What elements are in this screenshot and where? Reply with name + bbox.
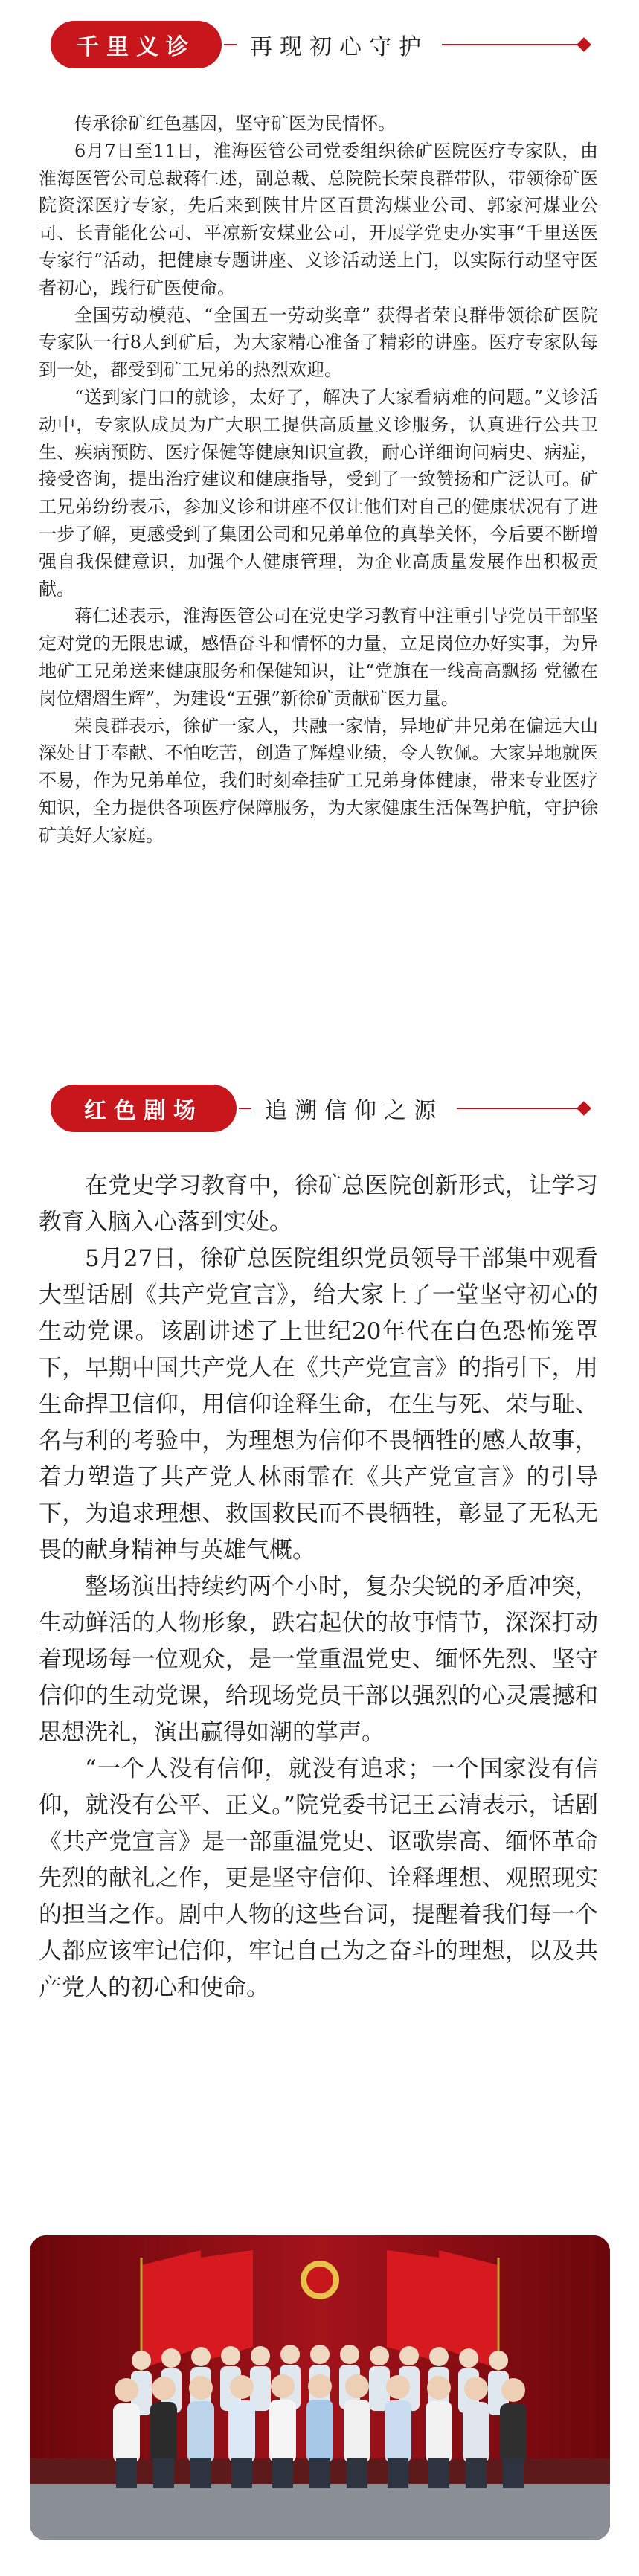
section1-title: 千里义诊 — [51, 21, 222, 68]
section2-paragraph: “一个人没有信仰，就没有追求；一个国家没有信仰，就没有公平、正义。”院党委书记王云清表示，话剧《共产党宣言》是一部重温党史、讴歌崇高、缅怀革命先烈的献礼之作，更是坚守信仰、诠释理想、观照现实的担当之作。剧中人物的这些台词，提醒着我们每一个人都应该牢记信仰，牢记自己为之奋斗的理想，以及共产党人的初心和使命。 — [39, 1756, 598, 2001]
section2-title: 红色剧场 — [51, 1085, 237, 1132]
section2-body — [39, 1168, 598, 2006]
section2-paragraph: 在党史学习教育中，徐矿总医院创新形式，让学习教育入脑入心落到实处。 — [39, 1172, 598, 1236]
section1-body — [39, 110, 598, 849]
group-photo-icon — [30, 2235, 610, 2540]
section1-paragraph: 蒋仁述表示，淮海医管公司在党史学习教育中注重引导党员干部坚定对党的无限忠诚，感悟奋斗和情怀的力量，立足岗位办好实事，为异地矿工兄弟送来健康服务和保健知识，让“党旗在一线高高飘扬 党徽在岗位熠熠生辉”，为建设“五强”新徐矿贡献矿医力量。 — [39, 606, 598, 709]
section1-paragraph: “送到家门口的就诊，太好了，解决了大家看病难的问题。”义诊活动中，专家队成员为广大职工提供高质量义诊服务，认真进行公共卫生、疾病预防、医疗保健等健康知识宣教，耐心详细询问病史、病症，接受咨询，提出治疗建议和健康指导，受到了一致赞扬和广泛认可。矿工兄弟纷纷表示，参加义诊和讲座不仅让他们对自己的健康状况有了进一步了解，更感受到了集团公司和兄弟单位的真挚关怀，今后要不断增强自我保健意识，加强个人健康管理，为企业高质量发展作出积极贡献。 — [39, 386, 598, 600]
header-endcap — [577, 37, 591, 52]
section1-paragraph: 传承徐矿红色基因，坚守矿医为民情怀。 — [74, 113, 396, 134]
section1-subtitle: 再现初心守护 — [237, 21, 442, 68]
section2-paragraph: 5月27日，徐矿总医院组织党员领导干部集中观看大型话剧《共产党宣言》，给大家上了一堂坚守初心的生动党课。该剧讲述了上世纪20年代在白色恐怖笼罩下，早期中国共产党人在《共产党宣言》的指引下，用生命捍卫信仰，用信仰诠释生命，在生与死、荣与耻、名与利的考验中，为理想为信仰不畏牺牲的感人故事，着力塑造了共产党人林雨霏在《共产党宣言》的引导下，为追求理想、救国救民而不畏牺牲，彰显了无私无畏的献身精神与英雄气概。 — [39, 1245, 598, 1564]
section2-header — [51, 1085, 589, 1132]
section1-header — [51, 21, 589, 68]
section2-subtitle: 追溯信仰之源 — [251, 1085, 457, 1132]
section1-paragraph: 6月7日至11日，淮海医管公司党委组织徐矿医院医疗专家队，由淮海医管公司总裁蒋仁述，副总裁、总院院长荣良群带队，带领徐矿医院资深医疗专家，先后来到陕甘片区百贯沟煤业公司、郭家河煤业公司、长青能化公司、平凉新安煤业公司，开展学党史办实事“千里送医专家行”活动，把健康专题讲座、义诊活动送上门，以实际行动坚守医者初心，践行矿医使命。 — [39, 140, 598, 298]
section1-paragraph: 荣良群表示，徐矿一家人，共融一家情，异地矿井兄弟在偏远大山深处甘于奉献、不怕吃苦，创造了辉煌业绩，令人钦佩。大家异地就医不易，作为兄弟单位，我们时刻牵挂矿工兄弟身体健康，带来专业医疗知识，全力提供各项医疗保障服务，为大家健康生活保驾护航，守护徐矿美好大家庭。 — [39, 715, 598, 846]
header-endcap — [577, 1101, 591, 1116]
section1-paragraph: 全国劳动模范、“全国五一劳动奖章” 获得者荣良群带领徐矿医院专家队一行8人到矿后，为大家精心准备了精彩的讲座。医疗专家队每到一处，都受到矿工兄弟的热烈欢迎。 — [39, 304, 598, 381]
section2-paragraph: 整场演出持续约两个小时，复杂尖锐的矛盾冲突，生动鲜活的人物形象，跌宕起伏的故事情节，深深打动着现场每一位观众，是一堂重温党史、缅怀先烈、坚守信仰的生动党课，给现场党员干部以强烈的心灵震撼和思想洗礼，演出赢得如潮的掌声。 — [39, 1573, 598, 1746]
